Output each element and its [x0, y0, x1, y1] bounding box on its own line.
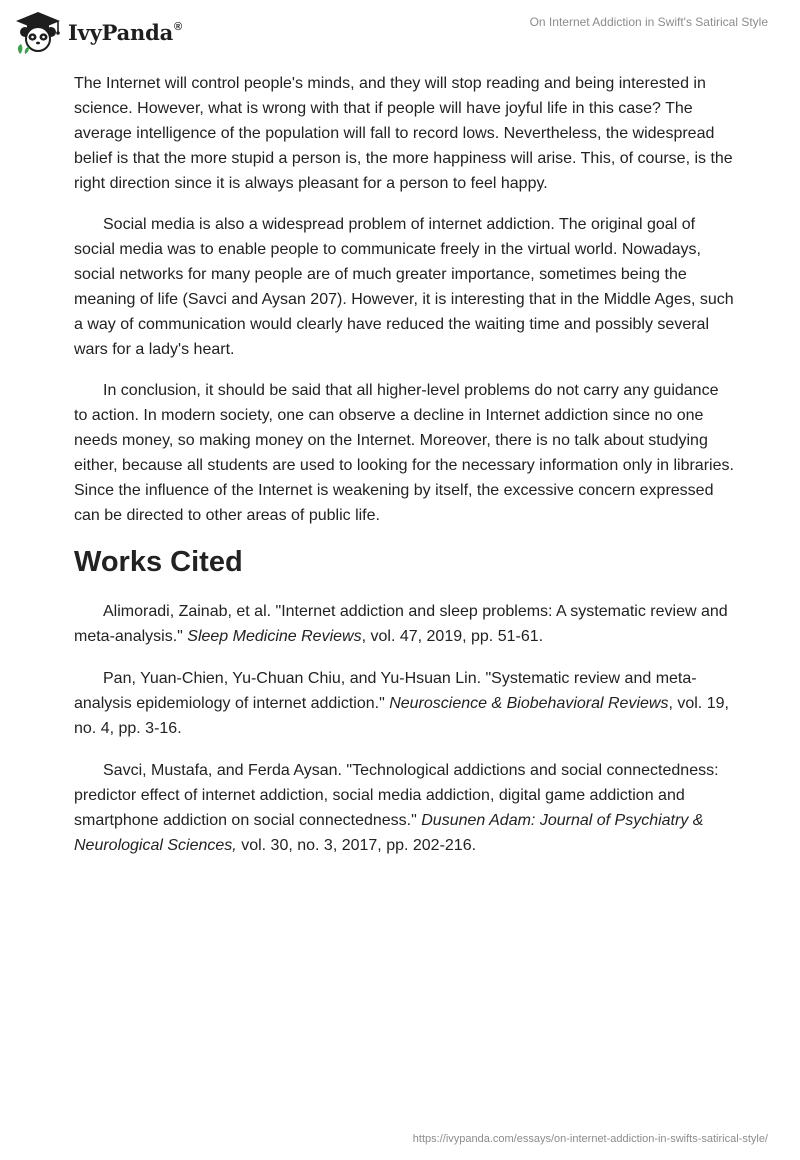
citation-text: Pan, Yuan-Chien, Yu-Chuan Chiu, and Yu-Hsuan Lin. "Systematic review and meta-analysis epidemiology of internet addiction." [74, 670, 697, 712]
body-paragraph-1: The Internet will control people's minds, and they will stop reading and being interested in science. However, what is wrong with that if people will have joyful life in this case? The average intelligence of the population will fall to record lows. Nevertheless, the widespread belief is that the more stupid a person is, the more happiness will arise. This, of course, is the right direction since it is always pleasant for a person to feel happy. [74, 75, 733, 192]
brand-name-text: IvyPanda [68, 19, 174, 45]
citation-details: , vol. 19, no. 4, pp. 3-16. [74, 695, 729, 737]
page-header [0, 0, 800, 64]
essay-content [74, 71, 734, 875]
body-paragraph-3: In conclusion, it should be said that all higher-level problems do not carry any guidance to action. In modern society, one can observe a decline in Internet addiction since no one needs money, so making money on the Internet. Moreover, there is no talk about studying either, because all students are used to looking for the necessary information only in libraries. Since the influence of the Internet is weakening by itself, the excessive concern expressed can be directed to other areas of public life. [74, 382, 734, 524]
source-url[interactable]: https://ivypanda.com/essays/on-internet-addiction-in-swifts-satirical-style/ [412, 1133, 768, 1145]
panda-graduation-cap-icon [14, 10, 62, 54]
citation-text: Alimoradi, Zainab, et al. "Internet addiction and sleep problems: A systematic review and meta-analysis." [74, 603, 728, 645]
brand-registered-mark: ® [174, 20, 182, 33]
citation-entry-1 [74, 599, 734, 649]
citation-source-title: Sleep Medicine Reviews [187, 628, 362, 645]
citation-details: , vol. 47, 2019, pp. 51-61. [361, 628, 544, 645]
citation-source-title: Dusunen Adam: Journal of Psychiatry & Neurological Sciences, [74, 812, 704, 854]
brand-name [68, 20, 182, 45]
ivypanda-logo[interactable] [14, 8, 182, 56]
citation-text: Savci, Mustafa, and Ferda Aysan. "Technological addictions and social connectedness: predictor effect of internet addiction, social media addiction, digital game addiction and smartphone addiction on social connectedness." [74, 762, 719, 829]
document-title: On Internet Addiction in Swift's Satirical Style [529, 15, 768, 29]
body-paragraph-2: Social media is also a widespread problem of internet addiction. The original goal of social media was to enable people to communicate freely in the virtual world. Nowadays, social networks for many people are of much greater importance, sometimes being the meaning of life (Savci and Aysan 207). However, it is interesting that in the Middle Ages, such a way of communication would clearly have reduced the waiting time and possibly several wars for a lady's heart. [74, 216, 734, 358]
citation-details: vol. 30, no. 3, 2017, pp. 202-216. [236, 837, 477, 854]
citation-entry-2 [74, 666, 734, 741]
citation-source-title: Neuroscience & Biobehavioral Reviews [389, 695, 669, 712]
citation-entry-3 [74, 758, 734, 858]
works-cited-heading: Works Cited [74, 546, 243, 578]
